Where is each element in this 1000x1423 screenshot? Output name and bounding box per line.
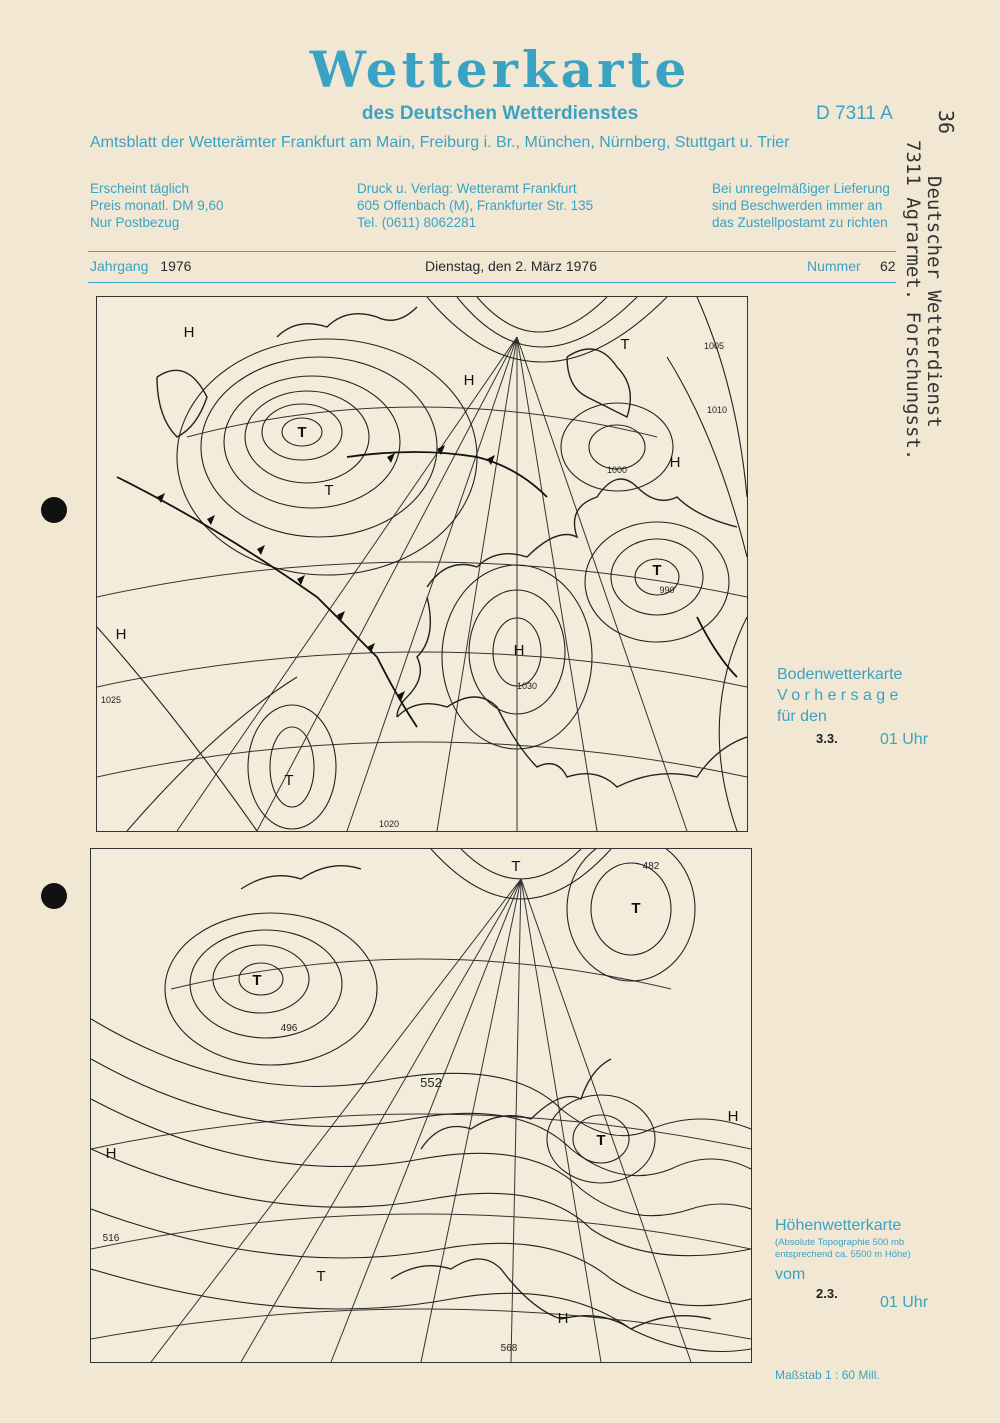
nummer-label: Nummer — [807, 258, 861, 274]
map-label: T — [324, 482, 334, 499]
contour-value: 482 — [642, 861, 660, 872]
map-label: H — [183, 324, 195, 341]
map-label: T — [631, 900, 641, 917]
document-code: D 7311 A — [816, 103, 893, 124]
info-subscription — [90, 180, 224, 231]
isobar-value: 1025 — [100, 695, 122, 705]
surface-map-time: 01 Uhr — [880, 731, 929, 748]
isobar-value: 1010 — [706, 405, 728, 415]
info-publisher — [357, 180, 593, 231]
map-label: T — [652, 562, 662, 579]
map-label: H — [727, 1108, 739, 1125]
info-line: Erscheint täglich — [90, 181, 190, 196]
issue-date: Dienstag, den 2. März 1976 — [425, 258, 597, 274]
page-title: Wetterkarte — [309, 40, 691, 99]
map-label: T — [252, 972, 262, 989]
isobar-value: 990 — [659, 585, 675, 595]
issue-bar — [90, 258, 895, 274]
upper-map-date: 2.3. — [816, 1286, 838, 1301]
upper-map-time: 01 Uhr — [880, 1294, 929, 1311]
caption-line: für den — [777, 708, 827, 725]
contour-value: 496 — [280, 1023, 298, 1034]
surface-weather-map — [96, 296, 748, 832]
map-label: T — [511, 858, 521, 875]
info-line: Preis monatl. DM 9,60 — [90, 198, 224, 213]
upper-map-vom: vom — [775, 1266, 806, 1283]
map-label: H — [513, 642, 525, 659]
punch-hole — [41, 883, 67, 909]
map-label: H — [669, 454, 681, 471]
map-label: T — [284, 772, 294, 789]
upper-map-note — [775, 1237, 911, 1261]
punch-hole — [41, 497, 67, 523]
info-line: sind Beschwerden immer an — [712, 198, 883, 213]
surface-map-caption — [777, 664, 903, 727]
note-line: entsprechend ca. 5500 m Höhe) — [775, 1249, 911, 1260]
caption-line: Bodenwetterkarte — [777, 666, 903, 683]
isobar-value: 1005 — [703, 341, 725, 351]
stamp-number: 36 — [934, 110, 958, 135]
isobar-value: 1030 — [516, 681, 538, 691]
contour-value: 516 — [102, 1233, 120, 1244]
map-label: H — [115, 626, 127, 643]
nummer-value: 62 — [880, 258, 896, 274]
jahrgang-label: Jahrgang — [90, 258, 149, 274]
note-line: (Absolute Topographie 500 mb — [775, 1237, 905, 1248]
info-line: Tel. (0611) 8062281 — [357, 215, 477, 230]
map-scale: Maßstab 1 : 60 Mill. — [775, 1368, 880, 1382]
stamp-line-2: 7311 Agrarmet. Forschungsst. — [902, 140, 924, 461]
info-line: Druck u. Verlag: Wetteramt Frankfurt — [357, 181, 577, 196]
map-label: H — [463, 372, 475, 389]
upper-air-map — [90, 848, 752, 1363]
divider — [88, 251, 896, 252]
divider — [88, 282, 896, 283]
contour-value: 568 — [500, 1343, 518, 1354]
caption-line: Vorhersage — [777, 687, 903, 704]
info-line: Nur Postbezug — [90, 215, 180, 230]
map-label: T — [620, 336, 630, 353]
info-line: das Zustellpostamt zu richten — [712, 215, 888, 230]
amtsblatt-line: Amtsblatt der Wetterämter Frankfurt am Main, Freiburg i. Br., München, Nürnberg, Stuttgart u. Trier — [90, 134, 790, 151]
isobar-value: 1020 — [378, 819, 400, 829]
info-line: Bei unregelmäßiger Lieferung — [712, 181, 890, 196]
map-label: H — [105, 1145, 117, 1162]
page-subtitle: des Deutschen Wetterdienstes — [361, 103, 639, 124]
jahrgang-value: 1976 — [160, 258, 192, 274]
map-label: T — [596, 1132, 606, 1149]
surface-map-date: 3.3. — [816, 731, 838, 746]
map-label: T — [316, 1268, 326, 1285]
info-complaints — [712, 180, 890, 231]
contour-value: 552 — [420, 1075, 442, 1090]
isobar-value: 1000 — [606, 465, 628, 475]
info-line: 605 Offenbach (M), Frankfurter Str. 135 — [357, 198, 594, 213]
stamp-line-1: Deutscher Wetterdienst — [923, 176, 945, 428]
map-label: T — [297, 424, 307, 441]
map-label: H — [557, 1310, 569, 1327]
upper-map-caption: Höhenwetterkarte — [775, 1217, 902, 1234]
